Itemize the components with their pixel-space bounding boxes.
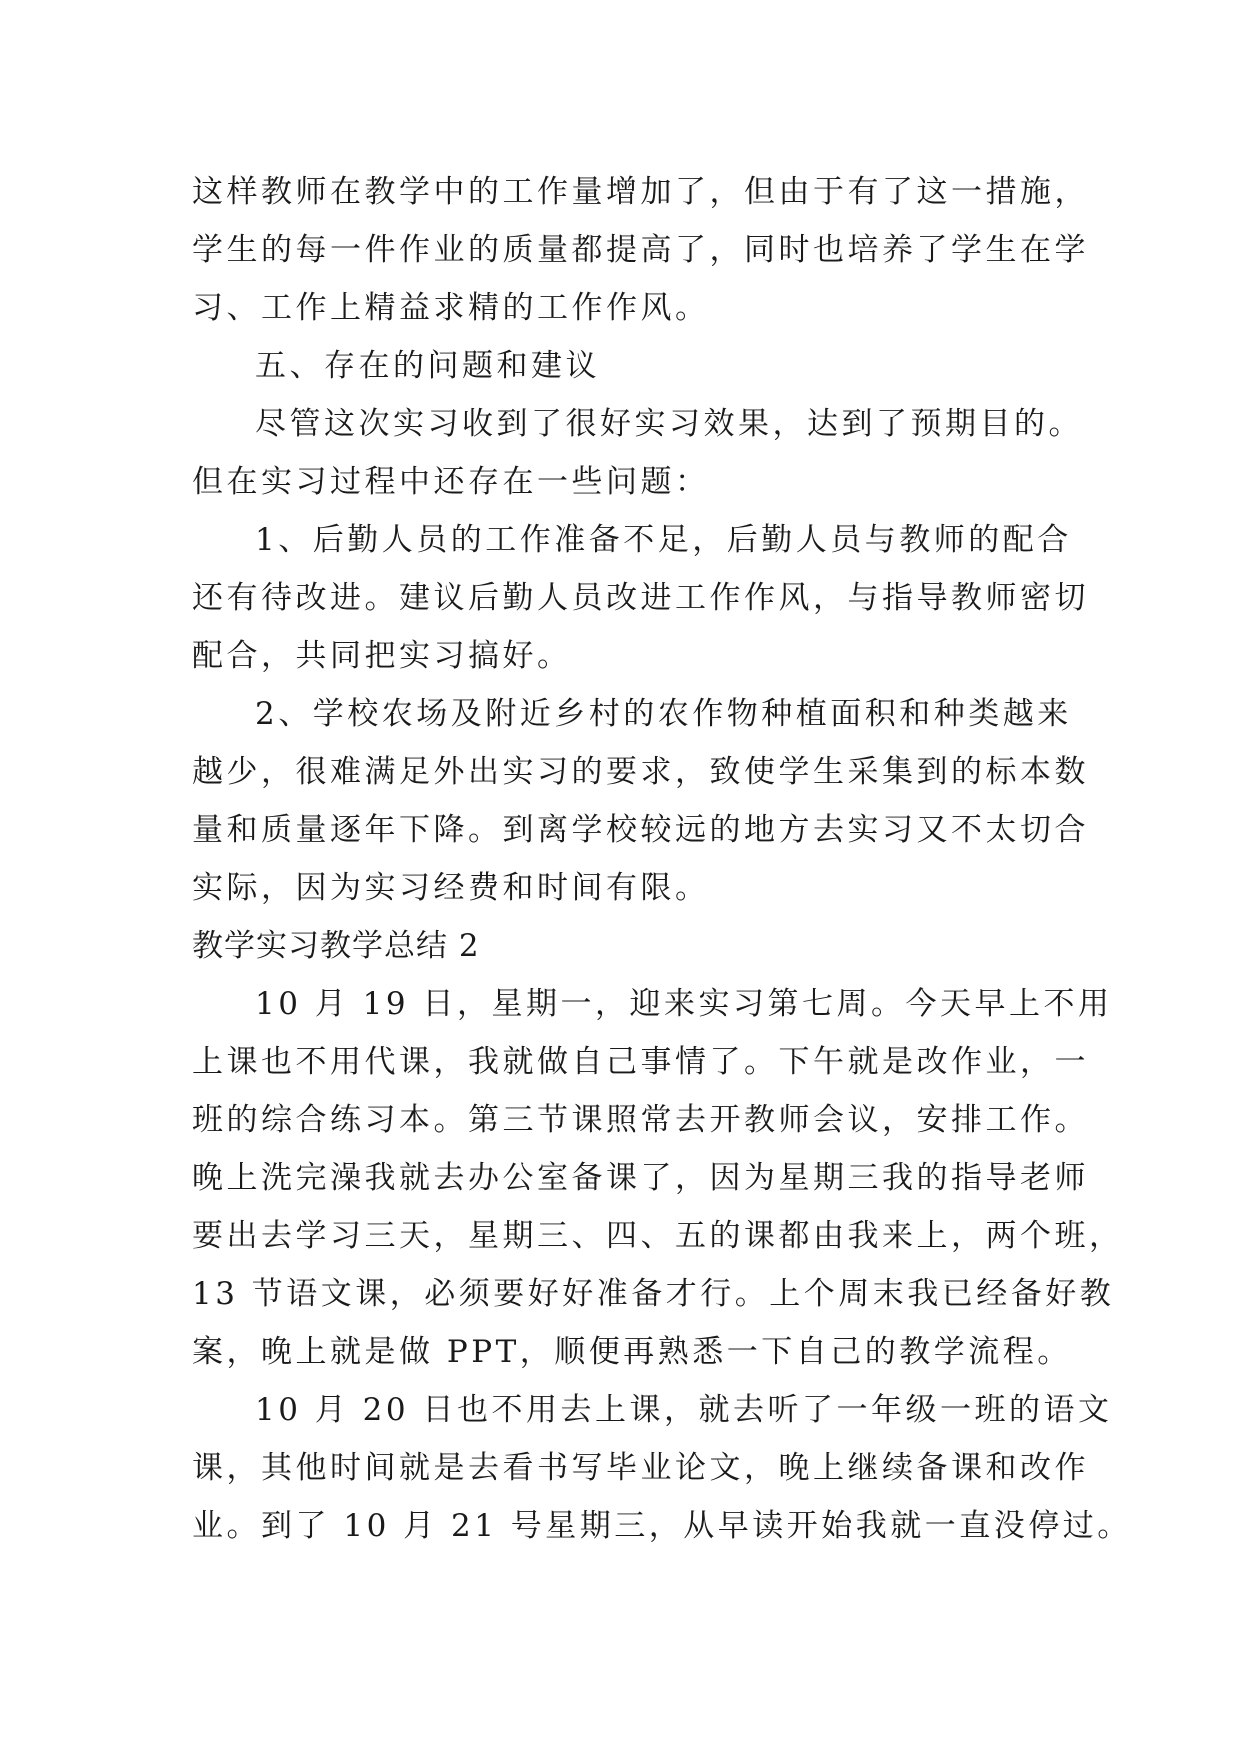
text-line: 10 月 20 日也不用去上课，就去听了一年级一班的语文	[255, 1392, 1113, 1428]
article-title: 教学实习教学总结 2	[192, 928, 480, 964]
text-line: 配合，共同把实习搞好。	[192, 638, 572, 674]
text-line: 学生的每一件作业的质量都提高了，同时也培养了学生在学	[192, 232, 1089, 268]
text-line: 习、工作上精益求精的工作作风。	[192, 290, 710, 326]
text-line: 业。到了 10 月 21 号星期三，从早读开始我就一直没停过。	[192, 1508, 1132, 1544]
text-line: 但在实习过程中还存在一些问题：	[192, 464, 710, 500]
list-item-2: 2、学校农场及附近乡村的农作物种植面积和种类越来	[255, 696, 1072, 732]
list-item-1: 1、后勤人员的工作准备不足，后勤人员与教师的配合	[255, 522, 1072, 558]
text-line: 上课也不用代课，我就做自己事情了。下午就是改作业，一	[192, 1044, 1089, 1080]
text-line: 晚上洗完澡我就去办公室备课了，因为星期三我的指导老师	[192, 1160, 1089, 1196]
section-heading: 五、存在的问题和建议	[255, 348, 600, 384]
text-line: 越少，很难满足外出实习的要求，致使学生采集到的标本数	[192, 754, 1089, 790]
text-line: 尽管这次实习收到了很好实习效果，达到了预期目的。	[255, 406, 1083, 442]
text-line: 这样教师在教学中的工作量增加了，但由于有了这一措施，	[192, 174, 1089, 210]
document-body	[192, 163, 1132, 1555]
text-line: 要出去学习三天，星期三、四、五的课都由我来上，两个班，	[192, 1218, 1124, 1254]
text-line: 班的综合练习本。第三节课照常去开教师会议，安排工作。	[192, 1102, 1089, 1138]
text-line: 课，其他时间就是去看书写毕业论文，晚上继续备课和改作	[192, 1450, 1089, 1486]
text-line: 案，晚上就是做 PPT，顺便再熟悉一下自己的教学流程。	[192, 1334, 1072, 1370]
text-line: 量和质量逐年下降。到离学校较远的地方去实习又不太切合	[192, 812, 1089, 848]
text-line: 实际，因为实习经费和时间有限。	[192, 870, 710, 906]
text-line: 13 节语文课，必须要好好准备才行。上个周末我已经备好教	[192, 1276, 1115, 1312]
text-line: 10 月 19 日，星期一，迎来实习第七周。今天早上不用	[255, 986, 1113, 1022]
text-line: 还有待改进。建议后勤人员改进工作作风，与指导教师密切	[192, 580, 1089, 616]
